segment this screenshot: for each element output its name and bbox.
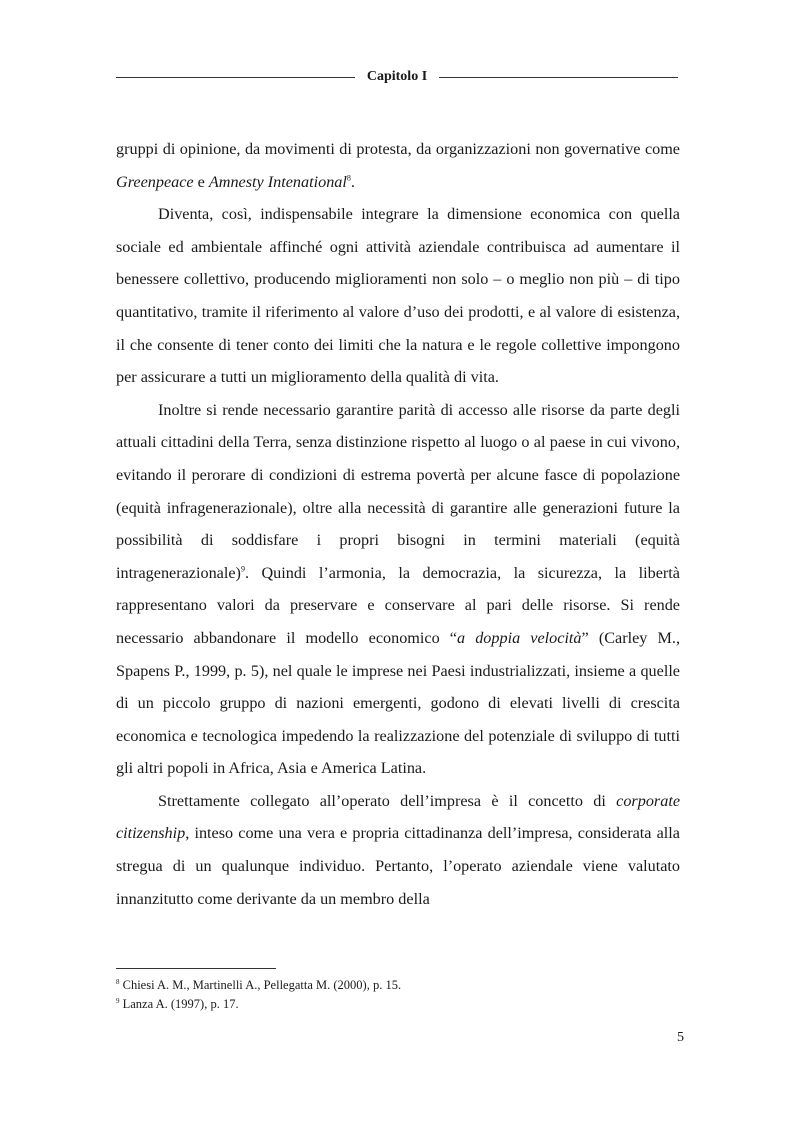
- footnotes: [116, 976, 680, 1014]
- paragraph-4-text-b: , inteso come una vera e propria cittadinanza dell’impresa, considerata alla stregua di un qualunque individuo. Pertanto, l’operato aziendale viene valutato innanzitutto come derivante da un membro della: [116, 824, 680, 908]
- body-text: [116, 133, 680, 915]
- paragraph-2: Diventa, così, indispensabile integrare la dimensione economica con quella sociale ed ambientale affinché ogni attività aziendale contribuisca ad aumentare il benessere collettivo, producendo miglioramenti non solo – o meglio non più – di tipo quantitativo, tramite il riferimento al valore d’uso dei prodotti, e al valore di esistenza, il che consente di tener conto dei limiti che la natura e le regole collettive impongono per assicurare a tutti un miglioramento della qualità di vita.: [116, 205, 680, 387]
- footnote-text: Chiesi A. M., Martinelli A., Pellegatta M. (2000), p. 15.: [122, 978, 402, 992]
- footnote-number: 8: [116, 977, 120, 986]
- footnote-ref-8: 8: [346, 173, 351, 183]
- paragraph-1-text-b: e: [193, 172, 209, 191]
- page-header: [116, 66, 678, 88]
- header-rule-left: [116, 77, 355, 78]
- paragraph-1-text-c: .: [350, 172, 355, 191]
- footnote-9: [116, 995, 680, 1014]
- chapter-title: Capitolo I: [366, 69, 428, 84]
- footnote-8: [116, 976, 680, 995]
- paragraph-3-text-a: Inoltre si rende necessario garantire parità di accesso alle risorse da parte degli attuali cittadini della Terra, senza distinzione rispetto al luogo o al paese in cui vivono, evitando il perorare di condizioni di estrema povertà per alcune fasce di popolazione (equità infragenerazionale), oltre alla necessità di garantire alle generazioni future la possibilità di soddisfare i propri bisogni in termini materiali (equità intragenerazionale): [116, 400, 680, 582]
- footnote-separator: [116, 968, 276, 969]
- footnote-number: 9: [116, 996, 120, 1005]
- paragraph-3-text-b: . Quindi l’armonia, la democrazia, la sicurezza, la libertà rappresentano valori da preservare e conservare al pari delle risorse. Si rende necessario abbandonare il modello economico “: [116, 563, 680, 647]
- paragraph-3: [116, 394, 680, 785]
- footnote-text: Lanza A. (1997), p. 17.: [122, 997, 239, 1011]
- paragraph-1-text-a: gruppi di opinione, da movimenti di protesta, da organizzazioni non governative come: [116, 140, 680, 158]
- footnote-ref-9: 9: [240, 564, 245, 574]
- paragraph-4: [116, 785, 680, 915]
- paragraph-4-text-a: Strettamente collegato all’operato dell’impresa è il concetto di: [158, 791, 617, 810]
- paragraph-1: [116, 133, 680, 198]
- header-rule-right: [439, 77, 678, 78]
- paragraph-1-em-greenpeace: Greenpeace: [116, 172, 194, 191]
- paragraph-3-em: a doppia velocità: [456, 628, 582, 647]
- paragraph-4-em: corporate citizenship: [116, 791, 680, 843]
- paragraph-3-text-c: ” (Carley M., Spapens P., 1999, p. 5), nel quale le imprese nei Paesi industrializzati, insieme a quelle di un piccolo gruppo di nazioni emergenti, godono di elevati livelli di crescita economica e tecnologica impedendo la realizzazione del potenziale di sviluppo di tutti gli altri popoli in Africa, Asia e America Latina.: [116, 628, 680, 778]
- page-number: 5: [677, 1030, 684, 1045]
- paragraph-1-em-amnesty: Amnesty Intenational: [208, 172, 347, 191]
